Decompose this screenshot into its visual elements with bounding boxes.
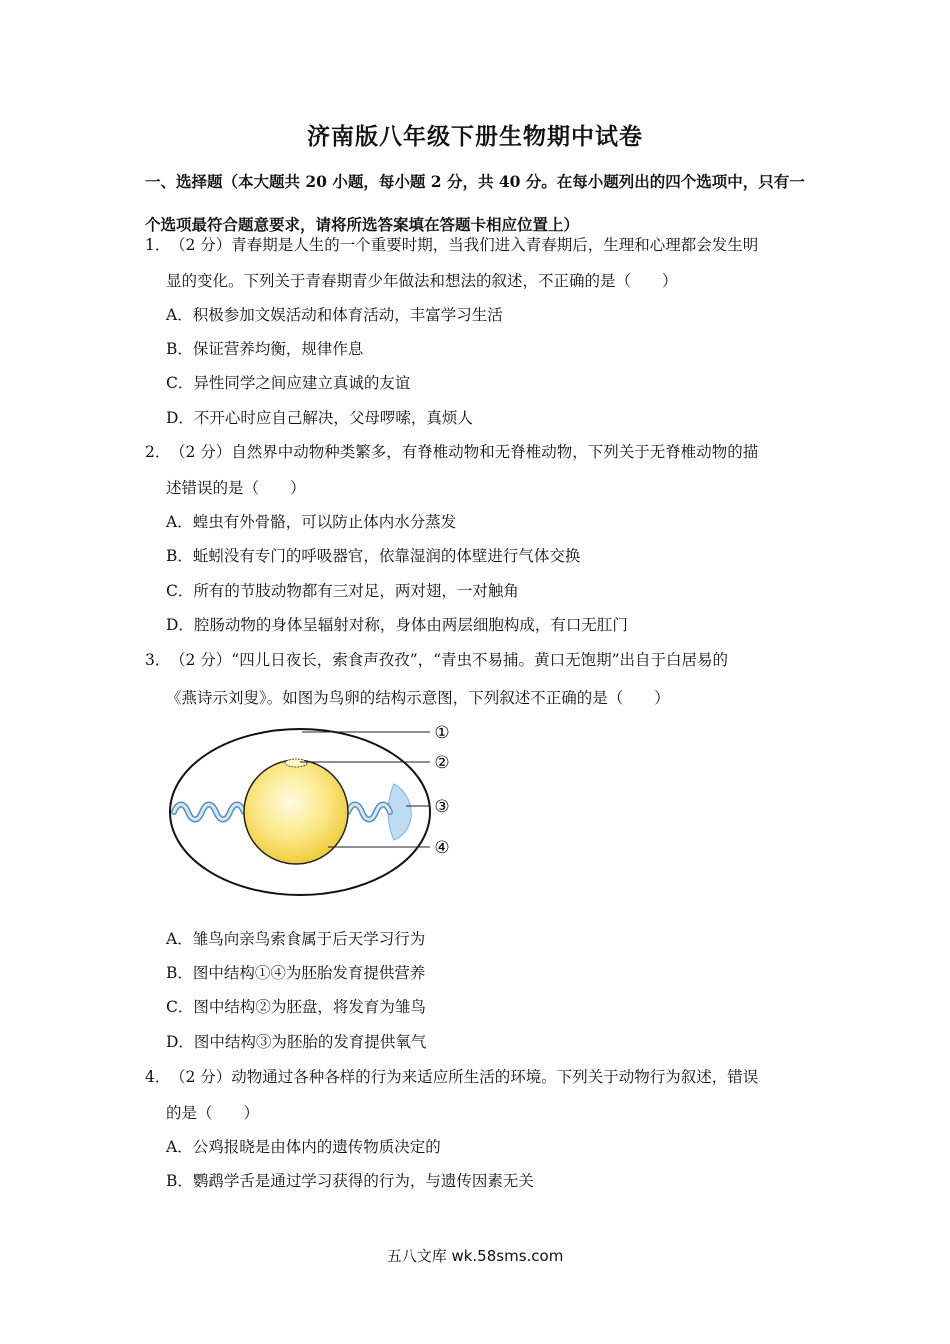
option-d: D．图中结构③为胚胎的发育提供氧气 — [166, 1033, 427, 1051]
svg-text:③: ③ — [434, 797, 450, 817]
question-stem-line: （2 分）动物通过各种各样的行为来适应所生活的环境。下列关于动物行为叙述，错误 — [170, 1068, 759, 1086]
option-a: A．公鸡报晓是由体内的遗传物质决定的 — [166, 1138, 441, 1156]
option-b: B．鹦鹉学舌是通过学习获得的行为，与遗传因素无关 — [166, 1172, 534, 1190]
option-c: C．异性同学之间应建立真诚的友谊 — [166, 374, 411, 392]
label-2 — [434, 753, 449, 773]
svg-text:①: ① — [434, 723, 450, 743]
question-stem-line: 显的变化。下列关于青春期青少年做法和想法的叙述，不正确的是（ ） — [166, 272, 678, 290]
yolk — [244, 760, 348, 864]
svg-text:④: ④ — [434, 838, 450, 858]
question-stem-line: （2 分）“四儿日夜长，索食声孜孜”，“青虫不易捕。黄口无饱期”出自于白居易的 — [170, 651, 728, 669]
option-b: B．蚯蚓没有专门的呼吸器官，依靠湿润的体壁进行气体交换 — [166, 547, 581, 565]
chalaza-right — [348, 805, 390, 820]
svg-text:②: ② — [434, 753, 450, 773]
option-d: D．腔肠动物的身体呈辐射对称，身体由两层细胞构成，有口无肛门 — [166, 616, 628, 634]
label-3 — [434, 797, 449, 817]
option-b: B．保证营养均衡，规律作息 — [166, 340, 364, 358]
question-stem-line: （2 分）青春期是人生的一个重要时期，当我们进入青春期后，生理和心理都会发生明 — [170, 236, 759, 254]
question-number: 3． — [145, 651, 171, 669]
bird-egg-diagram — [160, 718, 460, 903]
question-stem-line: 《燕诗示刘叟》。如图为鸟卵的结构示意图，下列叙述不正确的是（ ） — [166, 689, 670, 707]
option-b: B．图中结构①④为胚胎发育提供营养 — [166, 964, 426, 982]
option-c: C．所有的节肢动物都有三对足，两对翅，一对触角 — [166, 582, 519, 600]
footer-watermark: 五八文库 wk.58sms.com — [386, 1247, 564, 1265]
option-d: D．不开心时应自己解决，父母啰嗦，真烦人 — [166, 409, 473, 427]
option-a: A．积极参加文娱活动和体育活动，丰富学习生活 — [166, 306, 503, 324]
option-a: A．雏鸟向亲鸟索食属于后天学习行为 — [166, 930, 426, 948]
page-title: 济南版八年级下册生物期中试卷 — [307, 123, 643, 150]
section-heading: 一、选择题（本大题共 20 小题，每小题 2 分，共 40 分。在每小题列出的四个选项中，只有一个选项最符合题意要求，请将所选答案填在答题卡相应位置上） — [145, 172, 805, 234]
label-4 — [434, 838, 449, 858]
question-stem-line: （2 分）自然界中动物种类繁多，有脊椎动物和无脊椎动物，下列关于无脊椎动物的描 — [170, 443, 759, 461]
label-1 — [434, 723, 449, 743]
question-number: 2． — [145, 443, 171, 461]
question-stem-line: 述错误的是（ ） — [166, 479, 306, 497]
option-a: A．蝗虫有外骨骼，可以防止体内水分蒸发 — [166, 513, 457, 531]
option-c: C．图中结构②为胚盘，将发育为雏鸟 — [166, 998, 426, 1016]
germinal-disc — [285, 759, 307, 767]
question-number: 1． — [145, 236, 171, 254]
question-number: 4． — [145, 1068, 171, 1086]
question-stem-line: 的是（ ） — [166, 1104, 260, 1122]
